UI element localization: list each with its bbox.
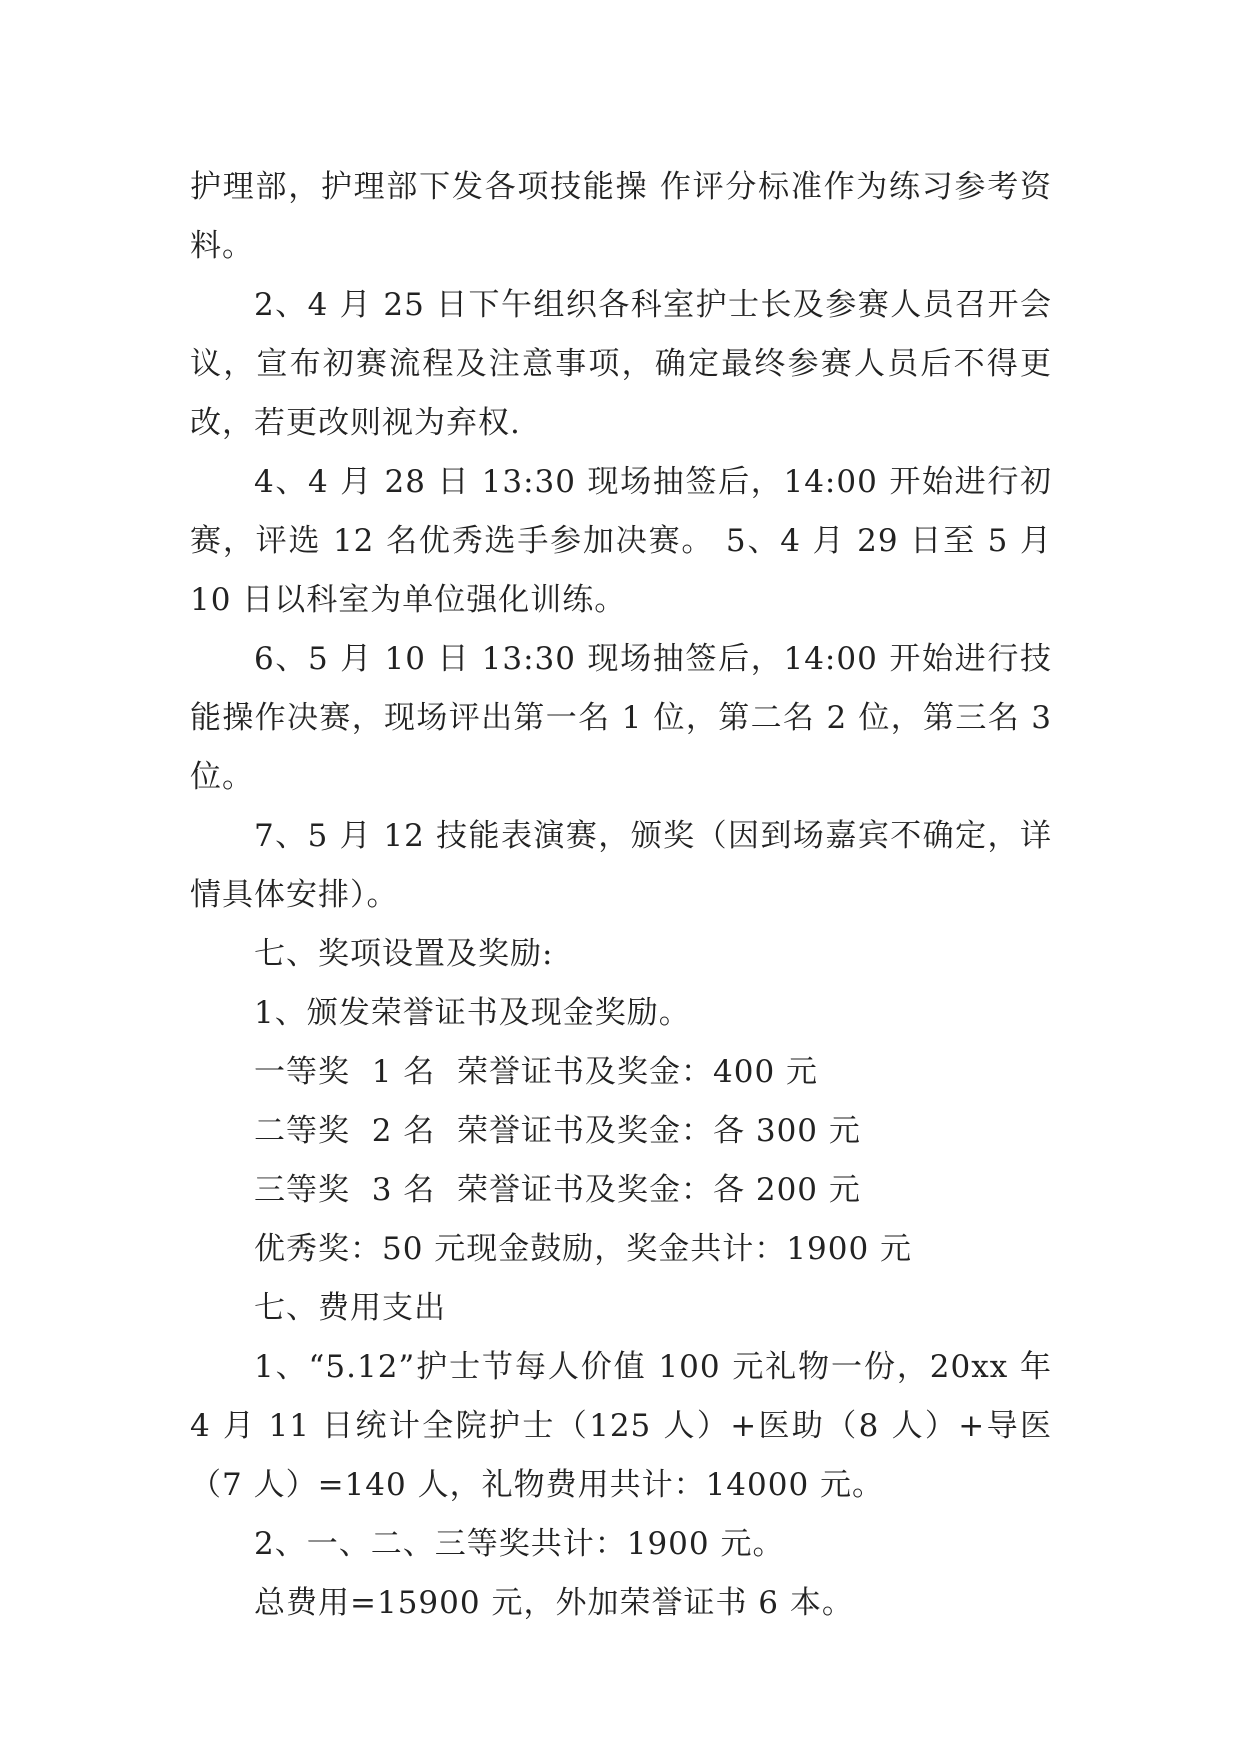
paragraph-expense-gifts: 1、“5.12”护士节每人价值 100 元礼物一份，20xx 年 4 月 11 日统计全院护士（125 人）+医助（8 人）+导医（7 人）=140 人，礼物费用共计：14000 元。: [190, 1349, 1052, 1503]
document-body: [190, 158, 1052, 1633]
paragraph-expense-prizes: 2、一、二、三等奖共计：1900 元。: [254, 1526, 785, 1562]
award-third-prize: 三等奖 3 名 荣誉证书及奖金：各 200 元: [254, 1172, 861, 1208]
paragraph-intro: 护理部，护理部下发各项技能操 作评分标准作为练习参考资料。: [190, 169, 1052, 264]
award-excellence: 优秀奖：50 元现金鼓励，奖金共计：1900 元: [254, 1231, 913, 1267]
award-second-prize: 二等奖 2 名 荣誉证书及奖金：各 300 元: [254, 1113, 861, 1149]
section-heading-expenses: 七、费用支出: [254, 1290, 446, 1326]
paragraph-expense-total: 总费用=15900 元，外加荣誉证书 6 本。: [254, 1585, 854, 1621]
award-first-prize: 一等奖 1 名 荣誉证书及奖金：400 元: [254, 1054, 819, 1090]
paragraph-step-4-5: 4、4 月 28 日 13:30 现场抽签后，14:00 开始进行初赛，评选 12 名优秀选手参加决赛。 5、4 月 29 日至 5 月 10 日以科室为单位强化训练。: [190, 464, 1052, 618]
paragraph-step-6: 6、5 月 10 日 13:30 现场抽签后，14:00 开始进行技能操作决赛，现场评出第一名 1 位，第二名 2 位，第三名 3 位。: [190, 641, 1052, 795]
section-heading-awards: 七、奖项设置及奖励:: [254, 936, 554, 972]
paragraph-awards-intro: 1、颁发荣誉证书及现金奖励。: [254, 995, 691, 1031]
paragraph-step-2: 2、4 月 25 日下午组织各科室护士长及参赛人员召开会议，宣布初赛流程及注意事项，确定最终参赛人员后不得更改，若更改则视为弃权.: [190, 287, 1052, 441]
paragraph-step-7: 7、5 月 12 技能表演赛，颁奖（因到场嘉宾不确定，详情具体安排）。: [190, 818, 1052, 913]
